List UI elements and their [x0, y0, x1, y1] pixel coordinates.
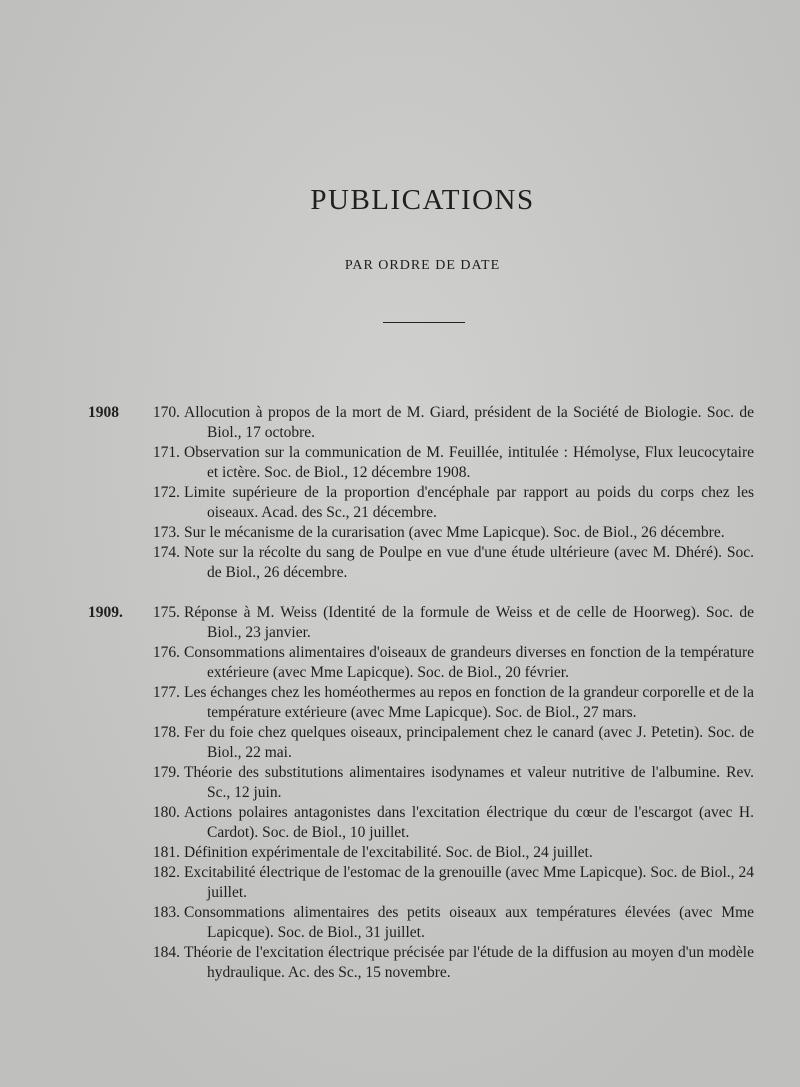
list-item: [0, 843, 800, 863]
year-label: 1908: [88, 404, 119, 421]
list-item: [0, 683, 800, 723]
entry-text: Consommations alimentaires des petits oiseaux aux températures élevées (avec Mme Lapicque). Soc. de Biol., 31 juillet.: [184, 904, 754, 941]
entry-text: Définition expérimentale de l'excitabilité. Soc. de Biol., 24 juillet.: [184, 844, 593, 861]
entry-text: Excitabilité électrique de l'estomac de la grenouille (avec Mme Lapicque). Soc. de Biol., 24 juillet.: [184, 864, 754, 901]
entry-number: 184.: [152, 944, 180, 961]
publication-list: [0, 403, 800, 983]
entry-number: 170.: [152, 404, 180, 421]
entry-number: 178.: [152, 724, 180, 741]
entry-number: 183.: [152, 904, 180, 921]
list-item: [0, 863, 800, 903]
entry-text: Observation sur la communication de M. Feuillée, intitulée : Hémolyse, Flux leucocytaire et ictère. Soc. de Biol., 12 décembre 1908.: [184, 444, 754, 481]
entry-number: 179.: [152, 764, 180, 781]
list-item: [0, 443, 800, 483]
entry-number: 173.: [152, 524, 180, 541]
page-title: PUBLICATIONS: [310, 184, 535, 216]
entry-number: 180.: [152, 804, 180, 821]
entry-text: Limite supérieure de la proportion d'encéphale par rapport au poids du corps chez les oiseaux. Acad. des Sc., 21 décembre.: [184, 484, 754, 521]
entry-text: Actions polaires antagonistes dans l'excitation électrique du cœur de l'escargot (avec H. Cardot). Soc. de Biol., 10 juillet.: [184, 804, 754, 841]
year-group-1909: [0, 603, 800, 983]
list-item: [0, 903, 800, 943]
entry-text: Réponse à M. Weiss (Identité de la formule de Weiss et de celle de Hoorweg). Soc. de Biol., 23 janvier.: [184, 604, 754, 641]
entry-text: Fer du foie chez quelques oiseaux, principalement chez le canard (avec J. Petetin). Soc. de Biol., 22 mai.: [184, 724, 754, 761]
list-item: [0, 723, 800, 763]
entry-number: 181.: [152, 844, 180, 861]
list-item: [0, 523, 800, 543]
list-item: [0, 403, 800, 443]
list-item: [0, 763, 800, 803]
entry-text: Théorie des substitutions alimentaires isodynames et valeur nutritive de l'albumine. Rev. Sc., 12 juin.: [184, 764, 754, 801]
entry-text: Les échanges chez les homéothermes au repos en fonction de la grandeur corporelle et de la température extérieure (avec Mme Lapicque). Soc. de Biol., 27 mars.: [184, 684, 754, 721]
list-item: [0, 943, 800, 983]
page-subtitle: PAR ORDRE DE DATE: [344, 258, 501, 273]
entry-number: 172.: [152, 484, 180, 501]
year-label: 1909.: [88, 604, 123, 621]
list-item: [0, 603, 800, 643]
list-item: [0, 803, 800, 843]
list-item: [0, 643, 800, 683]
entry-text: Théorie de l'excitation électrique précisée par l'étude de la diffusion au moyen d'un modèle hydraulique. Ac. des Sc., 15 novembre.: [184, 944, 754, 981]
entry-number: 174.: [152, 544, 180, 561]
entry-text: Consommations alimentaires d'oiseaux de grandeurs diverses en fonction de la température extérieure (avec Mme Lapicque). Soc. de Biol., 20 février.: [184, 644, 754, 681]
title-divider: [383, 322, 465, 323]
entry-text: Sur le mécanisme de la curarisation (avec Mme Lapicque). Soc. de Biol., 26 décembre.: [184, 524, 725, 541]
entry-number: 177.: [152, 684, 180, 701]
list-item: [0, 483, 800, 523]
entry-number: 176.: [152, 644, 180, 661]
entry-text: Allocution à propos de la mort de M. Giard, président de la Société de Biologie. Soc. de Biol., 17 octobre.: [184, 404, 754, 441]
list-item: [0, 543, 800, 583]
entry-number: 182.: [152, 864, 180, 881]
entry-number: 171.: [152, 444, 180, 461]
year-group-1908: [0, 403, 800, 583]
entry-text: Note sur la récolte du sang de Poulpe en vue d'une étude ultérieure (avec M. Dhéré). Soc. de Biol., 26 décembre.: [184, 544, 754, 581]
entry-number: 175.: [152, 604, 180, 621]
